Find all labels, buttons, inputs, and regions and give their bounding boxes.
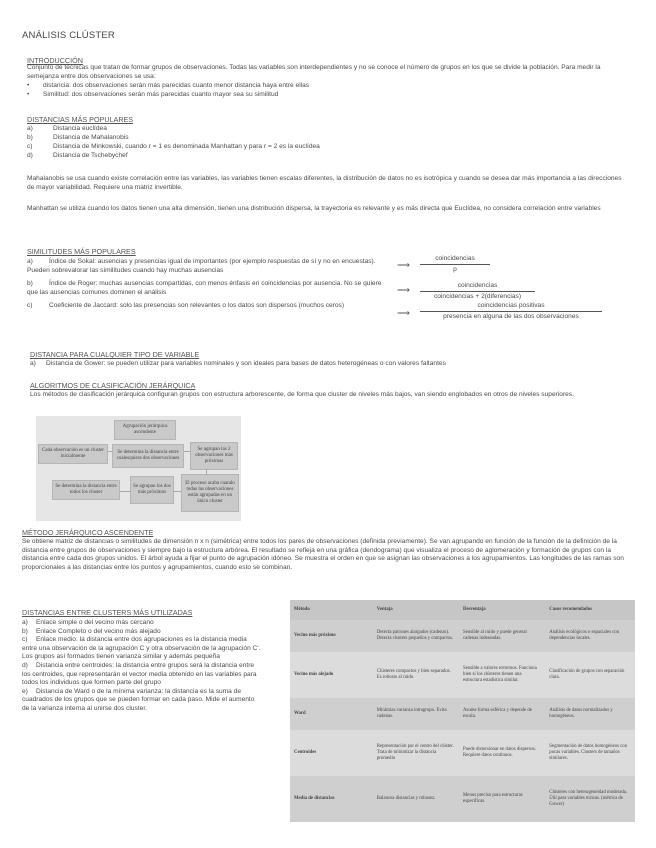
mahalanobis-paragraph: Mahalanobis se usa cuando existe correlación entre las variables, las variables tienen escalas diferentes, la distribución de datos no es isotrópica y cuando se desea dar más importancia a las direcciones de mayor variabilidad. Requiere una matriz invertible.	[27, 175, 622, 191]
diagram-box-top: Agrupación jerárquica ascendente	[114, 420, 176, 440]
gower-item: a) Distancia de Gower: se pueden utilizar para variables nominales y son ideales para bases de datos heterogéneas o con valores faltantes	[30, 360, 446, 367]
cluster-distance-item: e) Distancia de Ward o de la mínima varianza: la distancia es la suma de cuadrados de los grupos que se pueden formar en cada paso. Mide el aumento de la varianza interna al unirse dos cluster.	[22, 687, 255, 712]
sokal-formula: coincidencias p	[420, 255, 490, 274]
table-cell: Minimiza varianza intragrupo. Evita cadenas.	[373, 698, 459, 730]
table-cell: Clústeres compactos y bien separados. Es robusto al ruido.	[373, 652, 459, 698]
table-header: Método	[290, 600, 373, 620]
table-cell: Clústeres con heterogeneidad moderada. Útil para variables mixtas. (métrica de Gower)	[545, 776, 635, 822]
table-row	[290, 776, 635, 822]
table-cell: Media de distancias	[290, 776, 373, 822]
table-cell: Balancea distancias y robusez.	[373, 776, 459, 822]
cluster-distances-heading: DISTANCIAS ENTRE CLUSTERS MÁS UTILIZADAS	[22, 608, 193, 617]
table-header: Desventaja	[459, 600, 545, 620]
table-header: Ventaja	[373, 600, 459, 620]
table-cell: Vecino más alejado	[290, 652, 373, 698]
intro-heading: INTRODUCCIÓN	[27, 56, 83, 65]
table-cell: Análisis ecológicos o espaciales con dependencias locales.	[545, 620, 635, 652]
table-cell: Menos preciso para estructuras específicas.	[459, 776, 545, 822]
diagram-box-bottom-right: El proceso acaba cuando todas las observaciones están agrupadas en un único cluster	[181, 474, 239, 512]
arrow-icon: ⟶	[397, 308, 410, 318]
cluster-distance-item: a) Enlace simple o del vecino más cercano	[22, 619, 154, 626]
distances-heading: DISTANCIAS MÁS POPULARES	[27, 115, 134, 124]
table-cell: Representación por el centro del clúster. Trata de minimizar la distancia promedio	[373, 730, 459, 776]
table-cell: Detecta patrones alargados (cadenas). Detecta clusters pequeños y compactos.	[373, 620, 459, 652]
diagram-box-right: Se agrupan las 2 observaciones más próximas	[190, 442, 238, 470]
diagram-box-middle: Se determina la distancia entre cualesquiera dos observaciones	[112, 444, 184, 468]
table-row	[290, 698, 635, 730]
similarities-heading: SIMILITUDES MÁS POPULARES	[27, 247, 136, 256]
table-cell: Clasificación de grupos con separación clara.	[545, 652, 635, 698]
diagram-box-bottom-mid: Se agrupan los dos más próximos	[130, 476, 174, 504]
page-title: ANÁLISIS CLÚSTER	[22, 30, 115, 41]
table-row	[290, 652, 635, 698]
intro-bullet: • Similitud: dos observaciones serán más parecidas cuanto mayor sea su similitud	[27, 91, 279, 98]
table-cell: Vecino más próximo	[290, 620, 373, 652]
intro-bullet: • distancia: dos observaciones serán más parecidas cuanto menor distancia haya entre ellas	[27, 82, 310, 89]
similarity-item: b) Índice de Roger: muchas ausencias compartidas, con menos énfasis en coincidencias por ausencia. No se quiere que las ausencias comunes dominen el análisis	[27, 280, 382, 296]
table-cell: Puede distorsionar en datos dispersos. Requiere datos continuos.	[459, 730, 545, 776]
table-cell: Sensible a valores extremos. Funciona bien si los clústeres tienen una estructura estadística similar.	[459, 652, 545, 698]
table-cell: Segmentación de datos homogéneos con pocas variables. Clusters de tamaños similares.	[545, 730, 635, 776]
cluster-distance-list	[22, 619, 262, 714]
cluster-distance-item: c) Enlace medio: la distancia entre dos agrupaciones es la distancia media entre una observación de la agrupación C y otra observación de la agrupación C'. Los grupos así formados tienen varianza similar y además pequeña	[22, 636, 261, 661]
distance-item: d) Distancia de Tschebychef	[27, 152, 128, 159]
hierarchical-diagram	[36, 416, 241, 521]
table-cell: Análisis de datos normalizados y homogéneos.	[545, 698, 635, 730]
distance-item: c) Distancia de Minkowski, cuando r = 1 es denominada Manhattan y para r = 2 es la euclídea	[27, 143, 320, 150]
table-cell: Centroides	[290, 730, 373, 776]
arrow-icon: ⟶	[397, 260, 410, 270]
hierarchical-text: Los métodos de clasificación jerárquica configuran grupos con estructura arborescente, de forma que cluster de niveles más bajos, van siendo englobados en otros de niveles superiores.	[30, 391, 574, 398]
table-cell: Sensible al ruido y puede generar cadenas indeseadas.	[459, 620, 545, 652]
similarity-item: c) Coeficiente de Jaccard: solo las presencias son relevantes o los datos son dispersos (muchos ceros)	[27, 302, 345, 309]
ascending-heading: MÉTODO JERÁRQUICO ASCENDENTE	[22, 528, 154, 537]
distance-item: a) Distancia euclídea	[27, 125, 107, 132]
ascending-text: Se obtiene matriz de distancias o similitudes de dimensión n x n (simétrica) entre todos los pares de observaciones (definida previamente). Se van agrupando en función de la función de la definición de la distancia entre grupos de observaciones y siempre bajo la estructura arbórea. El resultado se refleja en una gráfica (dendograma) que visualiza el proceso de aglomeración y formación de grupos con la distancia entre cada dos grupos unidos. El árbol ayuda a fijar el punto de agrupación idóneo. Se muestra el orden en que se asignan las observaciones a los agrupamientos. Las longitudes de las ramas son proporcionales a las distancias entre los puntos y agrupamientos, cuando esto se combinan.	[22, 538, 624, 571]
gower-heading: DISTANCIA PARA CUALQUIER TIPO DE VARIABLE	[30, 350, 200, 359]
arrow-icon: ⟶	[397, 285, 410, 295]
intro-text: Conjunto de técnicas que tratan de formar grupos de observaciones. Todas las variables son interdependientes y no se conoce el número de grupos en los que se divide la población. Para medir la semejanza entre dos observaciones se usa:	[27, 64, 601, 80]
table-header-row	[290, 600, 635, 620]
roger-formula: coincidencias coincidencias + 2(diferencias)	[420, 282, 535, 301]
cluster-distance-item: d) Distancia entre centroides: la distancia entre grupos será la distancia entre los centroides, que representarán el vector media obtenido en las variables para todos los individuos que formen parte del grupo	[22, 661, 257, 687]
diagram-box-bottom-left: Se determina la distancia entre todos los cluster	[52, 480, 120, 500]
table-cell: Ward	[290, 698, 373, 730]
distance-item: b) Distancia de Mahalanobis	[27, 134, 129, 141]
similarity-item: a) Índice de Sokal: ausencias y presencias igual de importantes (por ejemplo respuestas de sí y no en encuestas). Pueden sobrevalorar las similitudes cuando hay muchas ausencias	[27, 258, 376, 274]
table-row	[290, 730, 635, 776]
table-row	[290, 620, 635, 652]
diagram-box-left: Cada observación es un cluster inicialmente	[38, 444, 108, 464]
cluster-distance-item: b) Enlace Completo o del vecino más alejado	[22, 627, 161, 635]
table-cell: Asume forma esférica y depende de escala.	[459, 698, 545, 730]
hierarchical-heading: ALGORITMOS DE CLASIFICACIÓN JERÁRQUICA	[30, 381, 196, 390]
manhattan-paragraph: Manhattan se utiliza cuando los datos tienen una alta dimensión, tienen una distribución dispersa, la trayectoria es relevante y es más directa que Euclídea, no considera correlación entre variables	[27, 205, 601, 212]
jaccard-formula: coincidencias positivas presencia en alguna de las dos observaciones	[420, 302, 602, 321]
table-header: Casos recomendados	[545, 600, 635, 620]
methods-table	[290, 600, 635, 822]
